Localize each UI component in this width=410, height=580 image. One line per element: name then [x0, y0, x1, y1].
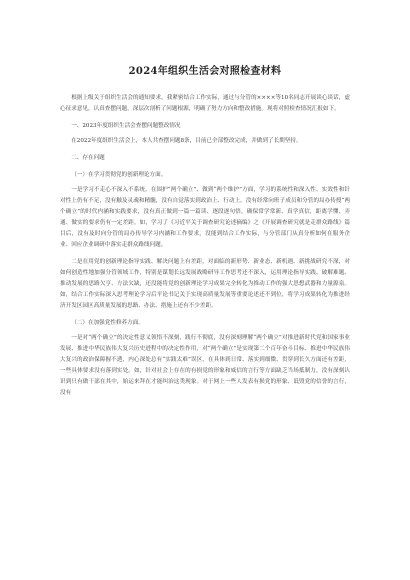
section-1-paragraph: 在2022年度组织生活会上，本人共查摆问题8条，目前已全部整改完成，并做到了长期坚持。	[71, 138, 302, 144]
subsection-1-paragraph-1: 一是学习不走心不深入不系统。在围护“两个确立”、做到“两个维护”方面，学习的系统性和深入性、实效性和针对性上仍有不足，没有触及灵魂和精髓，没有自觉落实到政治上、行动上。没有经常向班子成员和分管的局办传授“两个确立”的时代内涵和实践要求，没有真正做到一篇一篇读、逐段逐句悟，确保常学常新、真学真信，距离学懂、弄通、做实的要求仍有一定差距。如，学习了《习近平关于调查研究论述摘编》之《开展调查研究就是走群众路线》篇目后，没有及时向分管的局办传导学习内涵和工作要求，没能到结合工作实际，与分管部门从真分析如何在服务企业、回应企业调研中落实走群众路线问题。	[60, 187, 350, 248]
section-2-heading: 二、存在问题	[71, 155, 105, 161]
subsection-1-paragraph-2: 二是在用党的创新理论指导实践、解决问题上有差距，对面临的新形势、新业态、新机遇、新挑战研究不深，对如何创造性地加强分管领域工作，特别是谋划长远发展战略研导工作思考还不深入，运用理论指导实践、破解难题、推动发展的思路欠亨、方法欠缺，还没能将党的创新理论学习成果完全转化为推动工作的强大思想武器和力量源泉。如，结合工作实际深入思考理论学习后平论书记关于实现高质量发展等重要论述还不到位，将学习成果转化为推进经济开发区园区高质量发展的思路、办法、措施上还有不少差距。	[60, 259, 350, 309]
section-1-heading: 一、2023年度组织生活会查摆问题整改情况	[71, 123, 181, 129]
intro-paragraph: 根据上级关于组织生活会的通知要求，我紧密结合工作实际，通过与分管的××××等10名同志开展谈心谈话，虚心征求意见，认真查摆问题，深层次剖析了问题根源，明确了努力方向和整改措施。现将对照检查情况汇报如下。	[60, 95, 350, 112]
subsection-2-heading: （二）在加强党性修养方面。	[71, 320, 144, 326]
document-title: 2024年组织生活会对照检查材料	[128, 66, 282, 77]
subsection-1-heading: （一）在学习贯彻党的创新理论方面。	[71, 172, 167, 178]
subsection-2-paragraph-1: 一是对“两个确立”的决定性意义领悟不深刻，践行不彻底，没有深刻理解“两个确立”对推进新时代党和国家事业发展、推进中华民族伟大复兴历史进程中的决定性作用，对“两个确立”是实现第二个百年奋斗目标、推进中华民族伟大复兴的政治保障握不透，内心深处总有“实践太难”误区，在具体到日常、落实到细微、贯穿到长久方面还有差距，一些具体要求没有落到实处。如，针对社会上存在的有损党的形象和威信的言行等方面缺乏当场抵制力，没有深刻认识到只有做干部在其中，始运来拜在才能纠治这类现象。对于网上一些人发表有损党的形象、诋毁党的信誉的言行，没有	[60, 335, 350, 396]
